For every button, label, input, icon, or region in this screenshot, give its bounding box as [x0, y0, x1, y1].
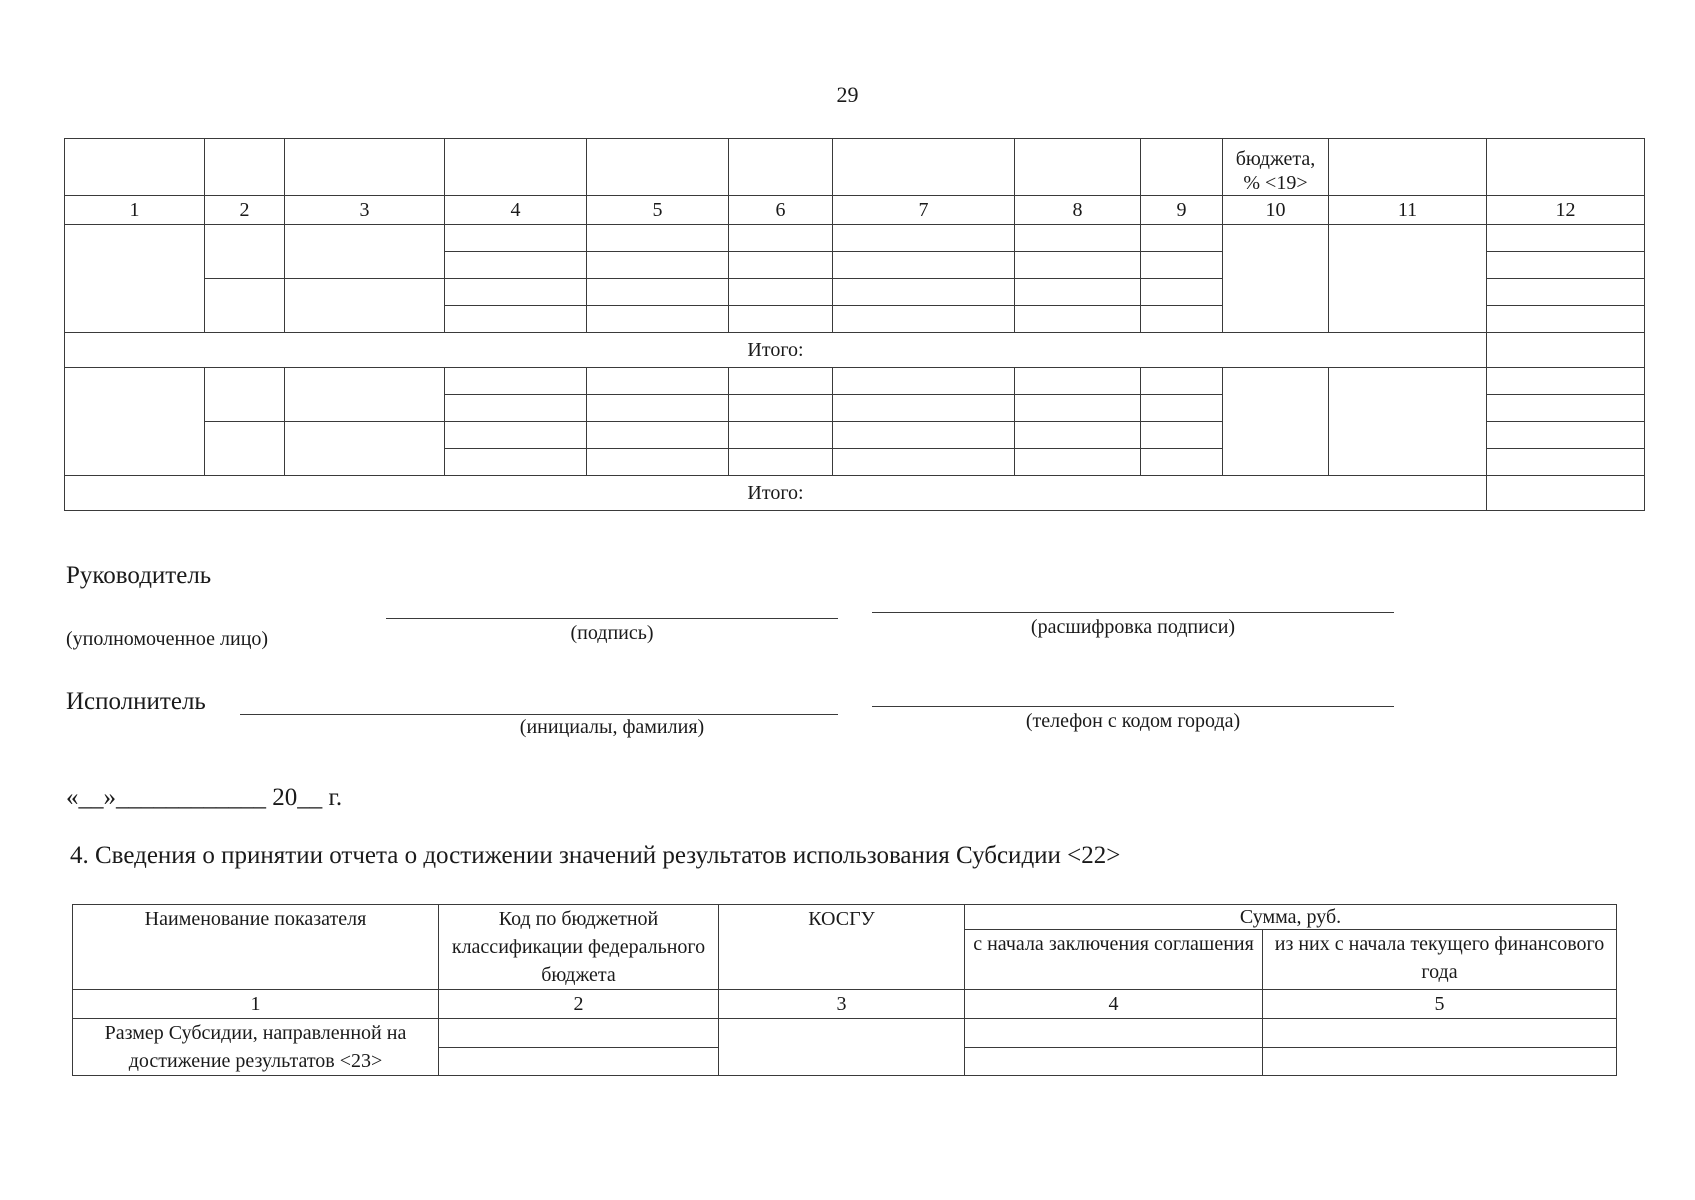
column-number: 2: [439, 990, 719, 1019]
table-cell: [587, 395, 729, 422]
table-cell: [1015, 279, 1141, 306]
header-sum: Сумма, руб.: [965, 905, 1617, 930]
table-row: [73, 1019, 1617, 1048]
header-text-line: бюджета,: [1235, 148, 1316, 170]
table-cell: [1015, 252, 1141, 279]
table-cell: [1141, 368, 1223, 395]
table-row: [65, 368, 1645, 395]
table-cell: [833, 395, 1015, 422]
table-cell: [1329, 368, 1487, 476]
head-sublabel: (уполномоченное лицо): [66, 628, 269, 650]
column-number: 1: [73, 990, 439, 1019]
header-cell: [205, 139, 285, 196]
table-cell: [729, 368, 833, 395]
table-cell: [1263, 1019, 1617, 1048]
executor-label: Исполнитель: [66, 688, 206, 715]
column-number: 12: [1487, 196, 1645, 225]
table-cell: [729, 252, 833, 279]
decoding-line: [872, 612, 1394, 613]
table-cell: [587, 422, 729, 449]
total-row: [65, 476, 1645, 511]
table-cell: [1223, 225, 1329, 333]
phone-line: [872, 706, 1394, 707]
table-cell: [833, 449, 1015, 476]
table-cell: [285, 225, 445, 279]
table-cell: [205, 368, 285, 422]
column-number: 9: [1141, 196, 1223, 225]
table-cell: [587, 225, 729, 252]
table-cell: [1015, 422, 1141, 449]
head-label: Руководитель: [66, 562, 212, 589]
table-cell: [587, 306, 729, 333]
table-cell: [445, 449, 587, 476]
table-cell: [1141, 306, 1223, 333]
table-cell: [1015, 368, 1141, 395]
table-cell: [833, 368, 1015, 395]
column-number: 4: [965, 990, 1263, 1019]
table-cell: [965, 1047, 1263, 1076]
table-cell: [445, 306, 587, 333]
table-cell: [833, 252, 1015, 279]
header-budget-code: Код по бюджетной классификации федерального бюджета: [439, 905, 719, 990]
table-cell: [1141, 225, 1223, 252]
table-cell: [1487, 476, 1645, 511]
header-indicator: Наименование показателя: [73, 905, 439, 990]
table-cell: [729, 449, 833, 476]
table-cell: [1015, 225, 1141, 252]
table-cell: [445, 368, 587, 395]
header-cell-budget-percent: [1223, 139, 1329, 196]
table-cell: [1329, 225, 1487, 333]
table-cell: [205, 279, 285, 333]
page-number: 29: [836, 82, 859, 107]
table-cell: [965, 1019, 1263, 1048]
header-cell: [587, 139, 729, 196]
table-cell: [1015, 449, 1141, 476]
column-number: 11: [1329, 196, 1487, 225]
table-cell: [1487, 395, 1645, 422]
table-cell: [1487, 252, 1645, 279]
table-row: [65, 225, 1645, 252]
header-since-agreement: с начала заключения соглашения: [965, 930, 1263, 990]
total-row: [65, 333, 1645, 368]
table-cell: [833, 306, 1015, 333]
table-cell: [445, 395, 587, 422]
acceptance-table: [72, 904, 1617, 1076]
column-number: 6: [729, 196, 833, 225]
column-number: 5: [1263, 990, 1617, 1019]
phone-caption: (телефон с кодом города): [1025, 710, 1241, 732]
column-number: 3: [285, 196, 445, 225]
table-cell: [729, 306, 833, 333]
header-since-year: из них с начала текущего финансового года: [1263, 930, 1617, 990]
table-cell: [587, 449, 729, 476]
table-cell: [445, 252, 587, 279]
header-text-line: % <19>: [1243, 172, 1308, 194]
table-cell: [285, 279, 445, 333]
table-cell: [445, 422, 587, 449]
header-cell: [729, 139, 833, 196]
header-cell: [285, 139, 445, 196]
table-cell: [1487, 422, 1645, 449]
table-cell: [587, 252, 729, 279]
table-cell: [445, 279, 587, 306]
table-cell: [285, 422, 445, 476]
table-cell: [439, 1019, 719, 1048]
table-cell: [833, 422, 1015, 449]
table-cell: [1141, 422, 1223, 449]
table-cell: [1141, 395, 1223, 422]
initials-caption: (инициалы, фамилия): [519, 716, 705, 738]
header-cell: [65, 139, 205, 196]
table-cell: [1487, 368, 1645, 395]
table-cell: [1141, 449, 1223, 476]
column-number: 7: [833, 196, 1015, 225]
table-cell: [1263, 1047, 1617, 1076]
total-label: Итого:: [65, 333, 1487, 368]
table-cell: [1487, 225, 1645, 252]
header-cell: [445, 139, 587, 196]
table-cell: [1487, 306, 1645, 333]
table-cell: [445, 225, 587, 252]
column-number: 5: [587, 196, 729, 225]
header-row: [65, 139, 1645, 196]
table-cell: [1223, 368, 1329, 476]
table-cell: [439, 1047, 719, 1076]
signature-caption: (подпись): [570, 622, 654, 644]
table-cell: [1015, 306, 1141, 333]
column-number: 2: [205, 196, 285, 225]
column-number: 10: [1223, 196, 1329, 225]
table-cell: [587, 279, 729, 306]
header-cell: [1487, 139, 1645, 196]
table-cell: [205, 422, 285, 476]
date-line: «__»____________ 20__ г.: [66, 784, 343, 811]
header-cell: [833, 139, 1015, 196]
table-cell: [729, 225, 833, 252]
initials-line: [240, 714, 838, 715]
column-number: 8: [1015, 196, 1141, 225]
table-cell: [65, 225, 205, 333]
header-cell: [1329, 139, 1487, 196]
header-cell: [1141, 139, 1223, 196]
header-row: [73, 905, 1617, 930]
column-number: 1: [65, 196, 205, 225]
results-table: [64, 138, 1645, 511]
table-cell: [833, 225, 1015, 252]
table-cell: [1141, 279, 1223, 306]
table-cell: [1015, 395, 1141, 422]
table-cell: [1487, 333, 1645, 368]
row-label-subsidy: Размер Субсидии, направленной на достижение результатов <23>: [73, 1019, 439, 1076]
decoding-caption: (расшифровка подписи): [1030, 616, 1236, 638]
header-cell: [1015, 139, 1141, 196]
section-title: 4. Сведения о принятии отчета о достижении значений результатов использования Субсидии <22>: [70, 842, 1121, 869]
table-cell: [719, 1019, 965, 1076]
header-kosgu: КОСГУ: [719, 905, 965, 990]
table-cell: [1141, 252, 1223, 279]
column-number: 4: [445, 196, 587, 225]
column-numbers-row: [65, 196, 1645, 225]
signature-line: [386, 618, 838, 619]
table-cell: [285, 368, 445, 422]
table-cell: [729, 279, 833, 306]
table-cell: [729, 395, 833, 422]
table-cell: [833, 279, 1015, 306]
column-number: 3: [719, 990, 965, 1019]
table-cell: [1487, 279, 1645, 306]
table-cell: [65, 368, 205, 476]
table-cell: [1487, 449, 1645, 476]
total-label: Итого:: [65, 476, 1487, 511]
table-cell: [729, 422, 833, 449]
table-cell: [587, 368, 729, 395]
column-numbers-row: [73, 990, 1617, 1019]
table-cell: [205, 225, 285, 279]
